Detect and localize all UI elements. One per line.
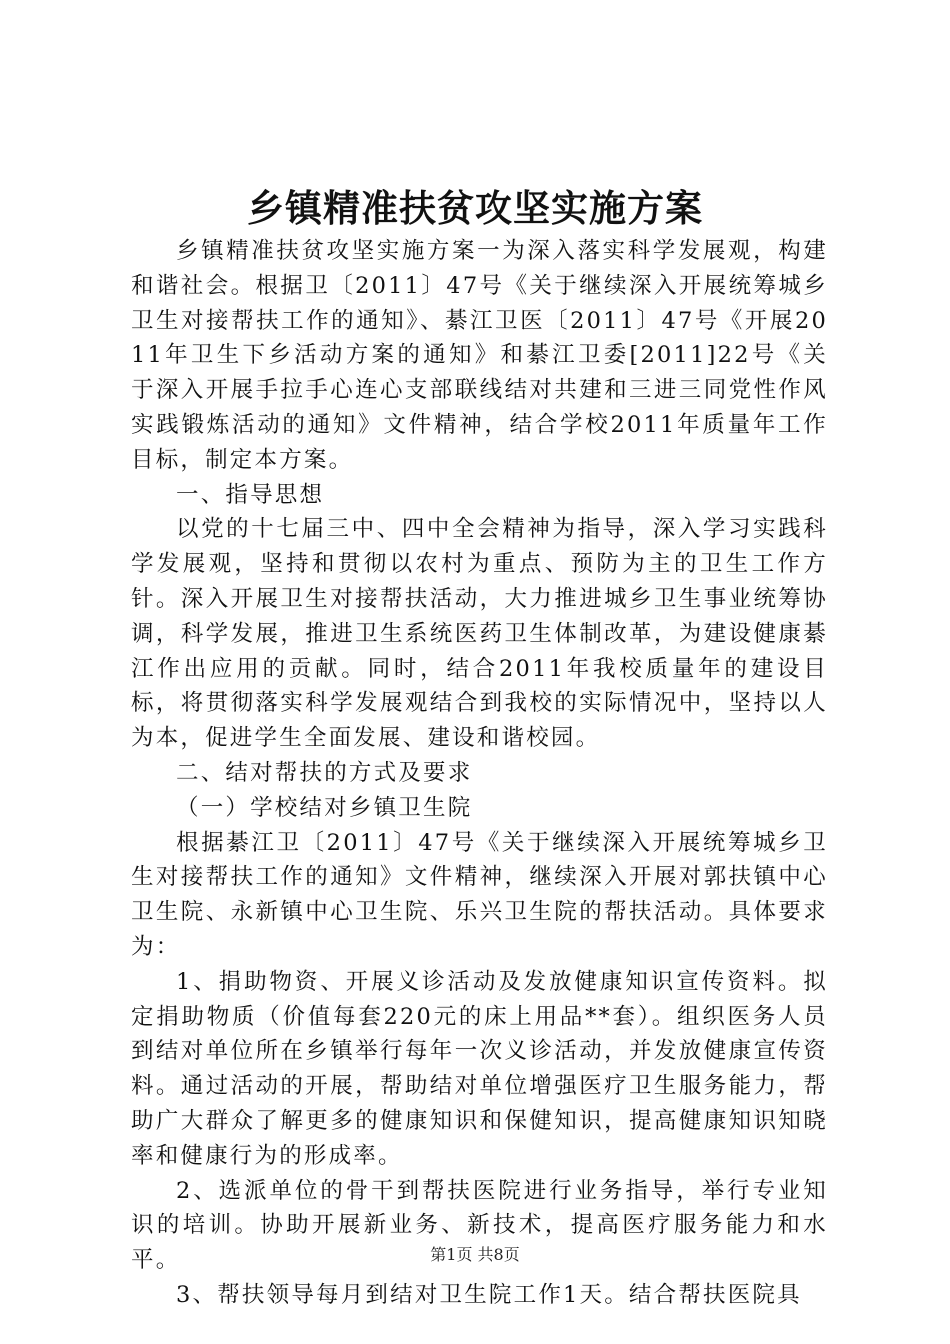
section-heading-guiding-thought: 一、指导思想 — [176, 481, 325, 508]
requirement-item-2: 2、选派单位的骨干到帮扶医院进行业务指导，举行专业知识的培训。协助开展新业务、新技术，提高医疗服务能力和水平。 — [131, 1177, 828, 1274]
subsection-heading-school-pairing: （一）学校结对乡镇卫生院 — [176, 794, 473, 821]
requirement-item-1: 1、捐助物资、开展义诊活动及发放健康知识宣传资料。拟定捐助物质（价值每套220元的床上用品**套）。组织医务人员到结对单位所在乡镇举行每年一次义诊活动，并发放健康宣传资料。通过活动的开展，帮助结对单位增强医疗卫生服务能力，帮助广大群众了解更多的健康知识和保健知识，提高健康知识知晓率和健康行为的形成率。 — [131, 968, 828, 1169]
requirement-item-3: 3、帮扶领导每月到结对卫生院工作1天。结合帮扶医院具 — [176, 1281, 802, 1308]
page-number-footer: 第1页 共8页 — [430, 1245, 520, 1264]
guiding-thought-paragraph: 以党的十七届三中、四中全会精神为指导，深入学习实践科学发展观，坚持和贯彻以农村为重点、预防为主的卫生工作方针。深入开展卫生对接帮扶活动，大力推进城乡卫生事业统筹协调，科学发展，推进卫生系统医药卫生体制改革，为建设健康綦江作出应用的贡献。同时，结合2011年我校质量年的建设目标，将贯彻落实科学发展观结合到我校的实际情况中，坚持以人为本，促进学生全面发展、建设和谐校园。 — [131, 516, 828, 752]
section-heading-pairing-methods: 二、结对帮扶的方式及要求 — [176, 759, 473, 786]
school-pairing-paragraph: 根据綦江卫〔2011〕47号《关于继续深入开展统筹城乡卫生对接帮扶工作的通知》文件精神，继续深入开展对郭扶镇中心卫生院、永新镇中心卫生院、乐兴卫生院的帮扶活动。具体要求为： — [131, 829, 828, 960]
document-body — [131, 234, 828, 1313]
document-title: 乡镇精准扶贫攻坚实施方案 — [247, 187, 703, 230]
intro-paragraph: 乡镇精准扶贫攻坚实施方案一为深入落实科学发展观，构建和谐社会。根据卫〔2011〕47号《关于继续深入开展统筹城乡卫生对接帮扶工作的通知》、綦江卫医〔2011〕47号《开展2011年卫生下乡活动方案的通知》和綦江卫委[2011]22号《关于深入开展手拉手心连心支部联线结对共建和三进三同党性作风实践锻炼活动的通知》文件精神，结合学校2011年质量年工作目标，制定本方案。 — [131, 238, 828, 473]
